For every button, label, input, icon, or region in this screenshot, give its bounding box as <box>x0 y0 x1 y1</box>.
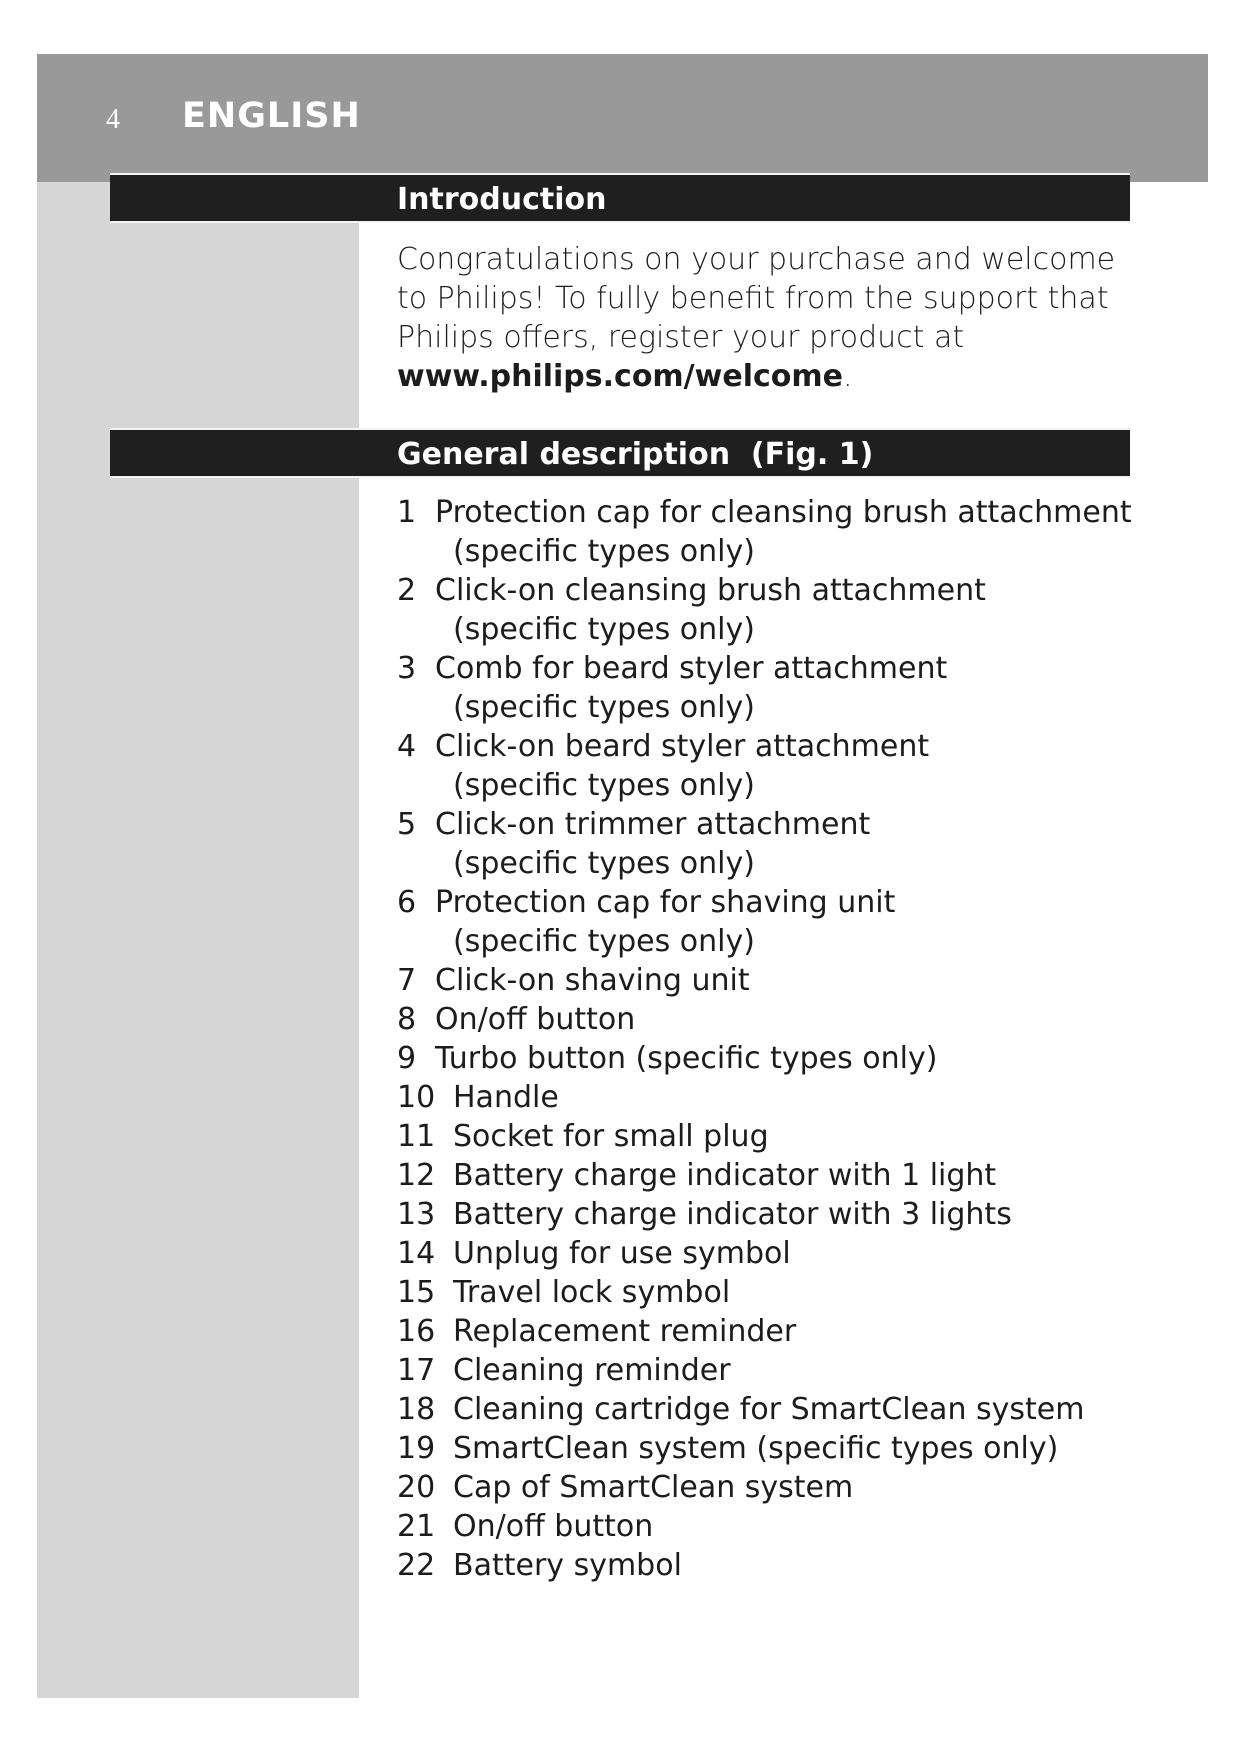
item-number: 22 <box>397 1548 436 1583</box>
item-number: 21 <box>397 1509 436 1544</box>
item-label: Click-on cleansing brush attachment <box>435 573 986 608</box>
item-number: 14 <box>397 1236 436 1271</box>
item-note: (specific types only) <box>453 846 755 881</box>
introduction-text: Congratulations on your purchase and welcome to Philips! To fully benefit from the support that Philips offers, register your product at <box>397 242 1116 355</box>
list-item <box>397 1117 1157 1156</box>
item-number: 6 <box>397 885 417 920</box>
language-label: ENGLISH <box>182 96 361 136</box>
item-note: (specific types only) <box>453 690 755 725</box>
item-label: On/off button <box>453 1509 654 1544</box>
item-label: Click-on shaving unit <box>435 963 750 998</box>
list-item <box>397 1429 1157 1468</box>
item-number: 20 <box>397 1470 436 1505</box>
item-label: Handle <box>453 1080 559 1115</box>
item-note: (specific types only) <box>453 768 755 803</box>
item-number: 18 <box>397 1392 436 1427</box>
item-label: Cleaning cartridge for SmartClean system <box>453 1392 1085 1427</box>
item-number: 17 <box>397 1353 436 1388</box>
item-label: Click-on beard styler attachment <box>435 729 930 764</box>
item-label: Protection cap for shaving unit <box>435 885 896 920</box>
item-label: Battery charge indicator with 1 light <box>453 1158 997 1193</box>
item-label: Battery charge indicator with 3 lights <box>453 1197 1012 1232</box>
item-number: 13 <box>397 1197 436 1232</box>
registration-link[interactable]: www.philips.com/welcome <box>397 359 843 394</box>
parts-list <box>397 493 1157 1585</box>
list-item <box>397 1000 1157 1039</box>
list-item <box>397 1195 1157 1234</box>
item-label: SmartClean system (specific types only) <box>453 1431 1059 1466</box>
list-item <box>397 1273 1157 1312</box>
list-item <box>397 1468 1157 1507</box>
general-description-section-bar <box>110 428 1130 478</box>
item-number: 1 <box>397 495 417 530</box>
item-number: 2 <box>397 573 417 608</box>
item-number: 19 <box>397 1431 436 1466</box>
introduction-title: Introduction <box>397 182 607 217</box>
item-number: 4 <box>397 729 417 764</box>
item-label: Click-on trimmer attachment <box>435 807 871 842</box>
page-number: 4 <box>106 104 120 135</box>
item-label: Unplug for use symbol <box>453 1236 791 1271</box>
list-item <box>397 805 1157 883</box>
introduction-text-end: . <box>843 359 853 394</box>
left-margin-column <box>37 182 359 1698</box>
item-label: Socket for small plug <box>453 1119 769 1154</box>
item-number: 10 <box>397 1080 436 1115</box>
item-label: Travel lock symbol <box>453 1275 731 1310</box>
list-item <box>397 961 1157 1000</box>
item-number: 5 <box>397 807 417 842</box>
list-item <box>397 1507 1157 1546</box>
item-label: Turbo button (specific types only) <box>435 1041 938 1076</box>
item-number: 15 <box>397 1275 436 1310</box>
item-label: Cleaning reminder <box>453 1353 731 1388</box>
item-label: On/off button <box>435 1002 636 1037</box>
list-item <box>397 649 1157 727</box>
general-description-title: General description (Fig. 1) <box>397 437 874 472</box>
item-label: Protection cap for cleansing brush attachment <box>435 495 1132 530</box>
list-item <box>397 1351 1157 1390</box>
list-item <box>397 1039 1157 1078</box>
item-number: 7 <box>397 963 417 998</box>
list-item <box>397 1390 1157 1429</box>
item-number: 11 <box>397 1119 436 1154</box>
list-item <box>397 493 1157 571</box>
item-number: 8 <box>397 1002 417 1037</box>
item-note: (specific types only) <box>453 924 755 959</box>
item-number: 3 <box>397 651 417 686</box>
item-label: Replacement reminder <box>453 1314 797 1349</box>
item-label: Battery symbol <box>453 1548 682 1583</box>
introduction-section-bar <box>110 173 1130 223</box>
list-item <box>397 1234 1157 1273</box>
item-label: Comb for beard styler attachment <box>435 651 948 686</box>
list-item <box>397 1078 1157 1117</box>
item-note: (specific types only) <box>453 534 755 569</box>
item-number: 12 <box>397 1158 436 1193</box>
list-item <box>397 883 1157 961</box>
list-item <box>397 1156 1157 1195</box>
list-item <box>397 727 1157 805</box>
list-item <box>397 1546 1157 1585</box>
list-item <box>397 571 1157 649</box>
item-number: 16 <box>397 1314 436 1349</box>
item-label: Cap of SmartClean system <box>453 1470 854 1505</box>
item-note: (specific types only) <box>453 612 755 647</box>
list-item <box>397 1312 1157 1351</box>
item-number: 9 <box>397 1041 417 1076</box>
introduction-paragraph <box>397 240 1117 396</box>
